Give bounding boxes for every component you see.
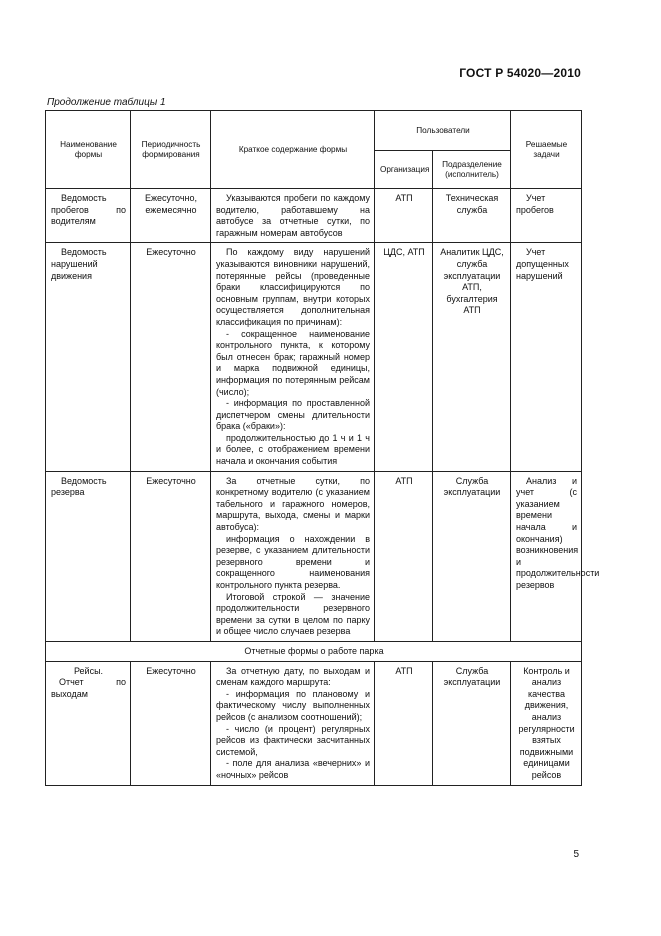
table-row: [46, 189, 582, 243]
summary-cell: [211, 243, 375, 471]
table-row: [46, 661, 582, 785]
tasks-cell: Анализ и учет (с указанием времени начала и окончания) возникновения и продолжительности резервов: [511, 471, 582, 641]
summary-paragraph: По каждому виду нарушений указываются виновники нарушений, потерянные рейсы (проведенные браки классифицируются по основным группам, внутри которых осуществляется дополнительная классификация по причинам):: [216, 247, 370, 327]
organization-cell: АТП: [375, 189, 433, 243]
organization-cell: ЦДС, АТП: [375, 243, 433, 471]
summary-paragraph: - информация по проставленной диспетчером смены длительности брака («браки»):: [216, 398, 370, 432]
department-cell: Аналитик ЦДС, служба эксплуатации АТП, бухгалтерия АТП: [433, 243, 511, 471]
form-name-cell: Ведомость пробегов по водителям: [46, 189, 131, 243]
organization-cell: АТП: [375, 661, 433, 785]
forms-table: [45, 110, 600, 786]
form-name-line: Рейсы.: [73, 665, 104, 676]
table-continuation-label: Продолжение таблицы 1: [47, 97, 166, 108]
tasks-cell: Контроль и анализ качества движения, анализ регулярности взятых подвижными единицами рейсов: [511, 661, 582, 785]
form-name-cell: Ведомость нарушений движения: [46, 243, 131, 471]
page-number: 5: [573, 849, 579, 860]
summary-paragraph: информация о нахождении в резерве, с указанием длительности резервного времени и сокращенного наименования контрольного пункта резерва.: [216, 533, 370, 590]
summary-cell: [211, 471, 375, 641]
table-row: [46, 243, 582, 471]
col-header-periodicity: Периодичность формирования: [131, 111, 211, 189]
col-header-summary: Краткое содержание формы: [211, 111, 375, 189]
periodicity-cell: Ежесуточно: [131, 243, 211, 471]
summary-paragraph: - поле для анализа «вечерних» и «ночных» рейсов: [216, 758, 370, 780]
organization-cell: АТП: [375, 471, 433, 641]
department-cell: Техническая служба: [433, 189, 511, 243]
summary-paragraph: Итоговой строкой — значение продолжительности резервного времени за сутки в целом по парку и общее число случаев резерва: [216, 591, 370, 637]
col-header-tasks: Решаемые задачи: [511, 111, 582, 189]
col-header-organization: Организация: [375, 151, 433, 189]
col-header-form-name: Наименование формы: [46, 111, 131, 189]
standard-number: ГОСТ Р 54020—2010: [459, 66, 581, 80]
section-header-row: [46, 641, 582, 661]
periodicity-cell: Ежесуточно, ежемесячно: [131, 189, 211, 243]
summary-paragraph: - число (и процент) регулярных рейсов из фактически засчитанных системой,: [216, 723, 370, 757]
summary-paragraph: За отчетные сутки, по конкретному водителю (с указанием табельного и гаражного номеров, маршрута, выхода, смены и марки автобуса):: [216, 475, 370, 533]
summary-paragraph: Указываются пробеги по каждому водителю, работавшему на автобусе за отчетные сутки, по гаражным номерам автобусов: [216, 193, 370, 238]
summary-cell: [211, 189, 375, 243]
summary-paragraph: - сокращенное наименование контрольного пункта, к которому был отнесен брак; гаражный номер и марка подвижной единицы, информация по потерянным рейсам (число);: [216, 328, 370, 397]
periodicity-cell: Ежесуточно: [131, 661, 211, 785]
summary-paragraph: За отчетную дату, по выходам и сменам каждого маршрута:: [216, 665, 370, 688]
form-name-cell: Ведомость резерва: [46, 471, 131, 641]
department-cell: Служба эксплуатации: [433, 661, 511, 785]
department-cell: Служба эксплуатации: [433, 471, 511, 641]
summary-paragraph: - информация по плановому и фактическому числу выполненных рейсов (с анализом соотношений);: [216, 688, 370, 722]
tasks-cell: Учет пробегов: [511, 189, 582, 243]
summary-cell: [211, 661, 375, 785]
form-name-line: Отчет по выходам: [51, 677, 126, 699]
periodicity-cell: Ежесуточно: [131, 471, 211, 641]
summary-paragraph: продолжительностью до 1 ч и 1 ч и более, с отображением времени начала и окончания события: [216, 432, 370, 467]
col-header-users: Пользователи: [375, 111, 511, 151]
section-title: Отчетные формы о работе парка: [46, 641, 582, 661]
form-name-cell: [46, 661, 131, 785]
table-row: [46, 471, 582, 641]
col-header-department: Подразделение (исполнитель): [433, 151, 511, 189]
tasks-cell: Учет допущенных нарушений: [511, 243, 582, 471]
